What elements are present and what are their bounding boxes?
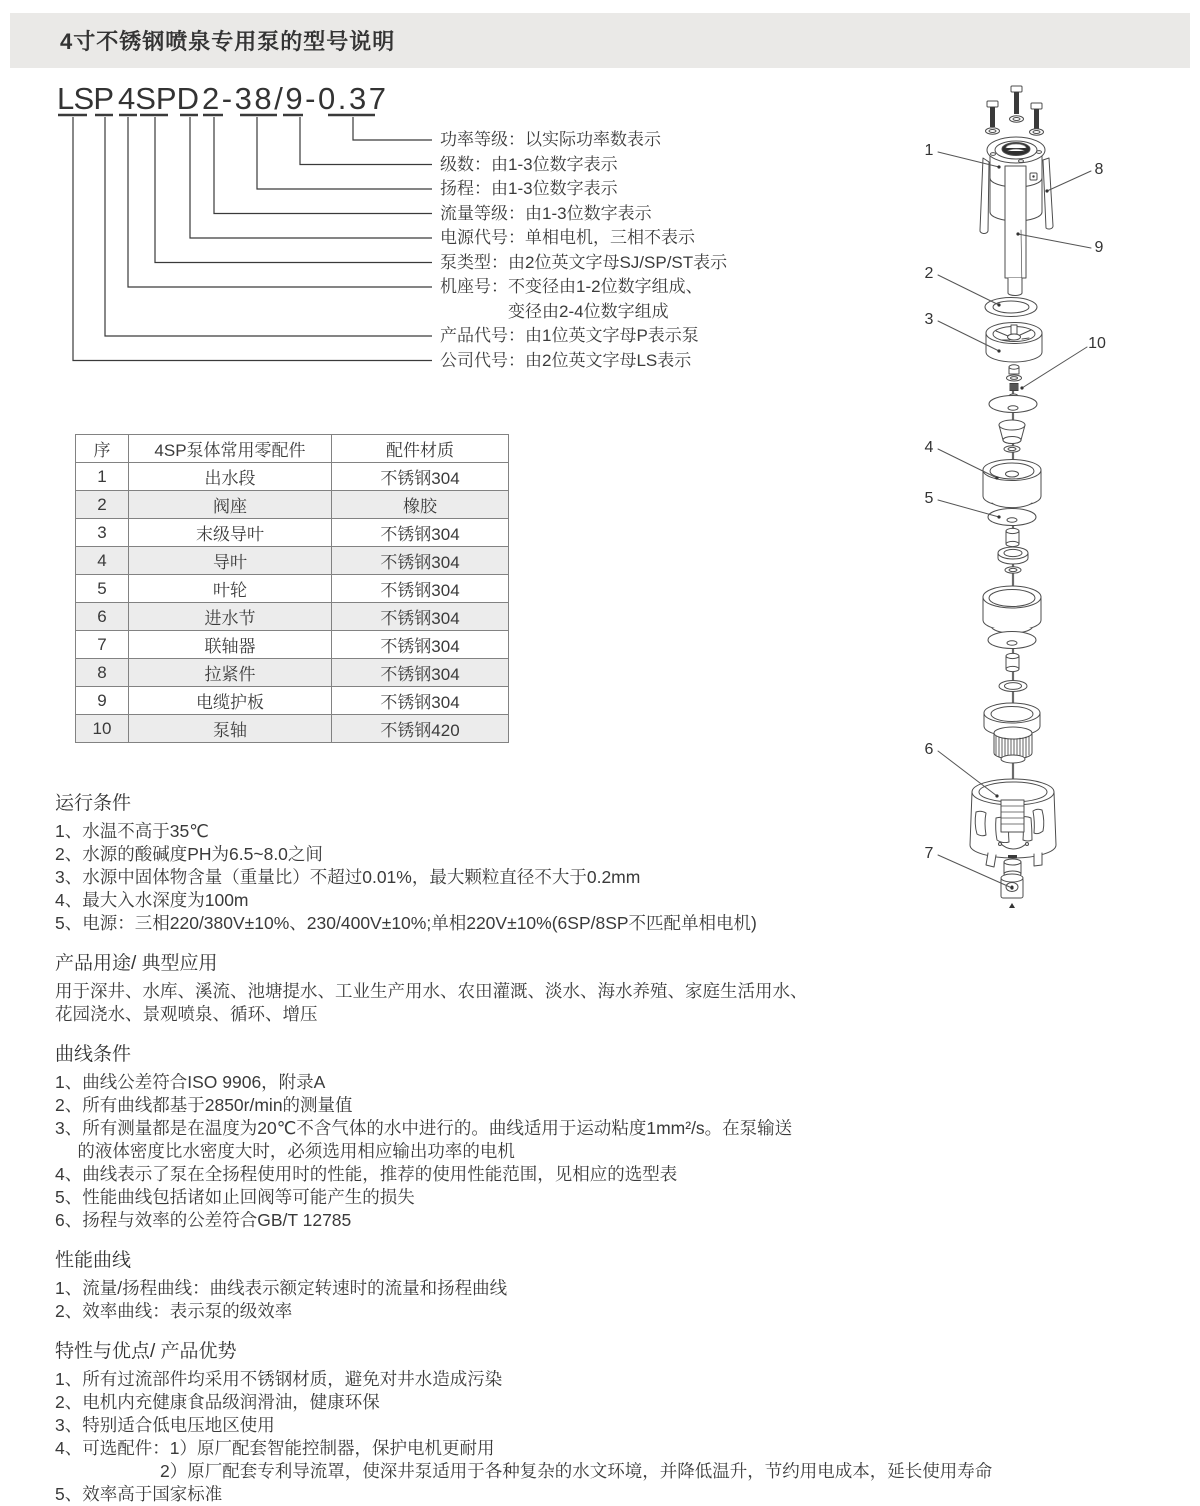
text-line: 3、特别适合低电压地区使用 bbox=[55, 1415, 275, 1435]
text-line: 4、可选配件：1）原厂配套智能控制器，保护电机更耐用 bbox=[55, 1438, 495, 1458]
model-label: 扬程：由1-3位数字表示 bbox=[440, 179, 618, 198]
col-header-material: 配件材质 bbox=[332, 435, 509, 463]
cell-index: 4 bbox=[76, 547, 129, 575]
model-label: 产品代号：由1位英文字母P表示泵 bbox=[440, 326, 699, 345]
text-line: 3、所有测量都是在温度为20℃不含气体的水中进行的。曲线适用于运动粘度1mm²/s。在泵输送 bbox=[55, 1118, 793, 1138]
section-product-applications bbox=[55, 948, 1165, 1026]
table-row bbox=[76, 491, 509, 519]
cell-part: 阀座 bbox=[129, 491, 332, 519]
cell-part: 末级导叶 bbox=[129, 519, 332, 547]
text-sections bbox=[55, 788, 1165, 1506]
callout-number: 8 bbox=[1094, 161, 1104, 178]
text-line: 1、所有过流部件均采用不锈钢材质，避免对井水造成污染 bbox=[55, 1369, 503, 1389]
col-header-part: 4SP泵体常用零配件 bbox=[129, 435, 332, 463]
sleeve-drawing bbox=[1006, 528, 1019, 546]
model-label: 电源代号：单相电机，三相不表示 bbox=[440, 228, 695, 247]
model-label: 机座号：不变径由1-2位数字组成、 bbox=[440, 277, 703, 296]
callout-number: 2 bbox=[924, 265, 934, 282]
flanged-ring-drawing bbox=[999, 681, 1027, 692]
bolt-icon bbox=[986, 86, 1044, 140]
cell-material: 不锈钢304 bbox=[332, 631, 509, 659]
last-stage-diffuser-drawing bbox=[986, 323, 1042, 363]
cell-material: 不锈钢304 bbox=[332, 547, 509, 575]
cell-material: 不锈钢304 bbox=[332, 687, 509, 715]
text-line: 2、效率曲线：表示泵的级效率 bbox=[55, 1301, 293, 1321]
cell-part: 叶轮 bbox=[129, 575, 332, 603]
cell-index: 8 bbox=[76, 659, 129, 687]
diffuser-bowl-drawing bbox=[983, 586, 1041, 633]
model-label: 功率等级：以实际功率数表示 bbox=[440, 130, 661, 149]
text-line: 的液体密度比水密度大时，必须选用相应输出功率的电机 bbox=[55, 1141, 515, 1161]
callout-number: 4 bbox=[924, 439, 934, 456]
cell-part: 泵轴 bbox=[129, 715, 332, 743]
title-bar bbox=[10, 13, 1190, 68]
impeller-plate-drawing bbox=[989, 394, 1037, 413]
cell-index: 9 bbox=[76, 687, 129, 715]
valve-seat-drawing bbox=[985, 298, 1037, 317]
cell-material: 不锈钢304 bbox=[332, 575, 509, 603]
section-curve-conditions bbox=[55, 1039, 1165, 1232]
table-row bbox=[76, 715, 509, 743]
cell-material: 橡胶 bbox=[332, 491, 509, 519]
table-row bbox=[76, 463, 509, 491]
cell-part: 进水节 bbox=[129, 603, 332, 631]
section-operating-conditions bbox=[55, 788, 1165, 935]
text-line: 1、曲线公差符合ISO 9906，附录A bbox=[55, 1072, 326, 1092]
text-line: 6、扬程与效率的公差符合GB/T 12785 bbox=[55, 1210, 352, 1230]
text-line: 2、水源的酸碱度PH为6.5~8.0之间 bbox=[55, 844, 323, 864]
section-title: 产品用途/ 典型应用 bbox=[55, 953, 218, 974]
section-title: 特性与优点/ 产品优势 bbox=[55, 1341, 237, 1362]
splined-coupling-bowl-drawing bbox=[984, 703, 1040, 763]
model-label: 公司代号：由2位英文字母LS表示 bbox=[440, 350, 692, 370]
model-code-part: LSP bbox=[57, 81, 114, 116]
cell-index: 3 bbox=[76, 519, 129, 547]
callout-number: 7 bbox=[924, 845, 934, 862]
text-line: 用于深井、水库、溪流、池塘提水、工业生产用水、农田灌溉、淡水、海水养殖、家庭生活用水、 bbox=[55, 981, 808, 1001]
diffuser-bowl-drawing bbox=[983, 460, 1041, 508]
callout-number: 6 bbox=[924, 741, 934, 758]
cell-part: 电缆护板 bbox=[129, 687, 332, 715]
cell-index: 7 bbox=[76, 631, 129, 659]
cell-index: 5 bbox=[76, 575, 129, 603]
model-label: 级数：由1-3位数字表示 bbox=[440, 154, 618, 174]
text-line: 5、电源：三相220/380V±10%、230/400V±10%;单相220V±10%(6SP/8SP不匹配单相电机) bbox=[55, 913, 757, 933]
text-line: 花园浇水、景观喷泉、循环、增压 bbox=[55, 1004, 318, 1024]
cell-material: 不锈钢304 bbox=[332, 519, 509, 547]
page-title: 4寸不锈钢喷泉专用泵的型号说明 bbox=[60, 29, 396, 54]
impeller-disc-drawing bbox=[988, 509, 1036, 526]
col-header-index: 序 bbox=[76, 435, 129, 463]
model-label: 泵类型：由2位英文字母SJ/SP/ST表示 bbox=[440, 252, 728, 272]
cell-index: 1 bbox=[76, 463, 129, 491]
cable-guard-plate-drawing bbox=[1005, 166, 1026, 296]
table-row bbox=[76, 603, 509, 631]
table-header-row bbox=[76, 435, 509, 463]
cell-part: 出水段 bbox=[129, 463, 332, 491]
impeller-disc-drawing bbox=[988, 632, 1036, 649]
model-code-part: 4SPD bbox=[118, 81, 199, 116]
section-title: 性能曲线 bbox=[55, 1250, 132, 1271]
cell-part: 导叶 bbox=[129, 547, 332, 575]
section-title: 运行条件 bbox=[55, 793, 132, 814]
text-line: 1、流量/扬程曲线：曲线表示额定转速时的流量和扬程曲线 bbox=[55, 1278, 508, 1298]
model-labels bbox=[440, 128, 727, 373]
cell-index: 6 bbox=[76, 603, 129, 631]
cell-material: 不锈钢420 bbox=[332, 715, 509, 743]
callout-number: 9 bbox=[1094, 239, 1104, 256]
cell-material: 不锈钢304 bbox=[332, 463, 509, 491]
cell-index: 2 bbox=[76, 491, 129, 519]
sleeve-drawing bbox=[1006, 653, 1019, 671]
section-features-advantages bbox=[55, 1336, 1165, 1506]
parts-table bbox=[75, 434, 509, 743]
text-line: 2、所有曲线都基于2850r/min的测量值 bbox=[55, 1095, 353, 1115]
text-line: 2、电机内充健康食品级润滑油，健康环保 bbox=[55, 1392, 380, 1412]
text-line: 4、最大入水深度为100m bbox=[55, 890, 249, 910]
callout-number: 1 bbox=[924, 142, 934, 159]
table-row bbox=[76, 687, 509, 715]
section-title: 曲线条件 bbox=[55, 1044, 132, 1065]
table-row bbox=[76, 519, 509, 547]
table-row bbox=[76, 659, 509, 687]
model-label: 流量等级：由1-3位数字表示 bbox=[440, 203, 652, 223]
callout-number: 10 bbox=[1088, 335, 1106, 352]
text-line: 4、曲线表示了泵在全扬程使用时的性能，推荐的使用性能范围，见相应的选型表 bbox=[55, 1164, 678, 1184]
cell-material: 不锈钢304 bbox=[332, 603, 509, 631]
cell-index: 10 bbox=[76, 715, 129, 743]
text-line: 1、水温不高于35℃ bbox=[55, 821, 209, 841]
table-row bbox=[76, 575, 509, 603]
cell-part: 联轴器 bbox=[129, 631, 332, 659]
model-connector-lines bbox=[73, 117, 432, 361]
flanged-ring-drawing bbox=[998, 547, 1028, 564]
cell-material: 不锈钢304 bbox=[332, 659, 509, 687]
table-row bbox=[76, 631, 509, 659]
callout-number: 3 bbox=[924, 311, 934, 328]
callout-number: 5 bbox=[924, 490, 934, 507]
section-performance-curves bbox=[55, 1245, 1165, 1323]
text-line: 5、效率高于国家标准 bbox=[55, 1484, 223, 1504]
text-line: 2）原厂配套专利导流罩，使深井泵适用于各种复杂的水文环境，并降低温升，节约用电成本，延长使用寿命 bbox=[55, 1461, 993, 1481]
shaft-nut-stack-drawing bbox=[1007, 365, 1022, 391]
text-line: 3、水源中固体物含量（重量比）不超过0.01%，最大颗粒直径不大于0.2mm bbox=[55, 867, 641, 887]
small-ring-drawing bbox=[1005, 567, 1021, 573]
impeller-cone-drawing bbox=[999, 420, 1025, 444]
model-label: 变径由2-4位数字组成 bbox=[440, 301, 669, 321]
model-code-part: 2-38/9-0.37 bbox=[202, 81, 386, 116]
text-line: 5、性能曲线包括诸如止回阀等可能产生的损失 bbox=[55, 1187, 415, 1207]
table-row bbox=[76, 547, 509, 575]
model-code bbox=[57, 81, 386, 116]
cell-part: 拉紧件 bbox=[129, 659, 332, 687]
spacer-ring-drawing bbox=[1004, 446, 1020, 452]
